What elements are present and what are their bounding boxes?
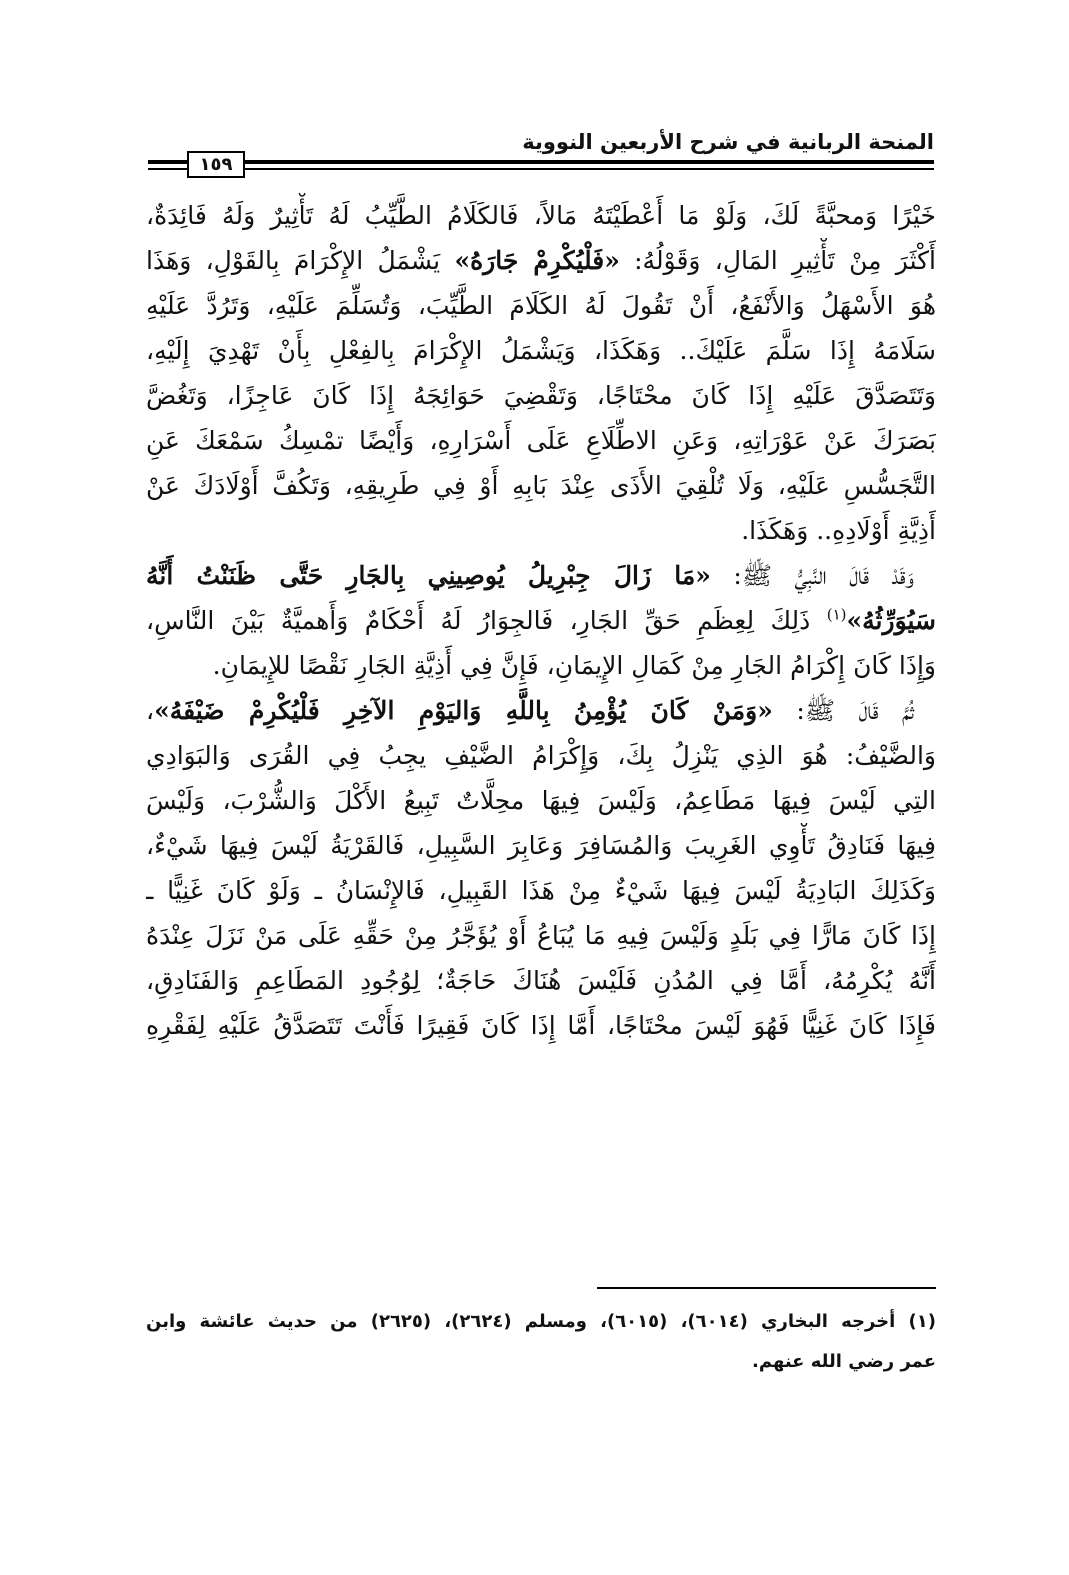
text-line: وَالضَّيْفُ: هُوَ الذِي يَنْزِلُ بِكَ، وَإِكْرَامُ الضَّيْفِ يجِبُ فِي القُرَى وَالبَوَادِي bbox=[146, 741, 936, 770]
text-line: أَنَّهُ يُكْرِمُهُ، أَمَّا فِي المُدُنِ فَلَيْسَ هُنَاكَ حَاجَةٌ؛ لِوُجُودِ المَطَاعِمِ وَالفَنَادِقِ، bbox=[146, 966, 936, 995]
hadith-quote: سَيُوَرِّثُهُ» bbox=[846, 606, 936, 635]
text-line: وَتَتَصَدَّقَ عَلَيْهِ إِذَا كَانَ محْتَاجًا، وَتَقْضِيَ حَوَائِجَهُ إِذَا كَانَ عَاجِزًا، وَتَغُضَّ bbox=[146, 381, 936, 410]
footnote-rule bbox=[597, 1287, 936, 1289]
text-line: بَصَرَكَ عَنْ عَوْرَاتِهِ، وَعَنِ الاطِّلَاعِ عَلَى أَسْرَارِهِ، وَأَيْضًا تمْسِكُ سَمْعَكَ عَنِ bbox=[146, 426, 936, 455]
footnote-marker: (١) bbox=[826, 605, 847, 624]
page-number: ١٥٩ bbox=[187, 151, 245, 178]
text-line: التِي لَيْسَ فِيهَا مَطَاعِمُ، وَلَيْسَ فِيهَا محِلَّاتٌ تَبِيعُ الأَكْلَ وَالشُّرْبَ، وَلَيْسَ bbox=[146, 786, 936, 815]
text-line: سَلَامَهُ إِذَا سَلَّمَ عَلَيْكَ.. وَهَكَذَا، وَيَشْمَلُ الإِكْرَامَ بِالفِعْلِ بِأَنْ تَهْدِيَ إِلَيْهِ، bbox=[146, 336, 936, 365]
header-rule-thick bbox=[148, 160, 934, 164]
text-line: إِذَا كَانَ مَارًّا فِي بَلَدٍ وَلَيْسَ فِيهِ مَا يُبَاعُ أَوْ يُؤَجَّرُ مِنْ حَقِّهِ عَلَى مَنْ نَزَلَ عِنْدَهُ bbox=[146, 921, 936, 950]
text-line: وَإِذَا كَانَ إِكْرَامُ الجَارِ مِنْ كَمَالِ الإِيمَانِ، فَإِنَّ فِي أَذِيَّةِ الجَارِ نَقْصًا للإِيمَانِ. bbox=[212, 651, 936, 680]
text-line: فِيهَا فَنَادِقُ تَأْوِي الغَرِيبَ وَالمُسَافِرَ وَعَابِرَ السَّبِيلِ، فَالقَرْيَةُ لَيْسَ فِيهَا شَيْءٌ، bbox=[146, 831, 936, 860]
hadith-quote: «فَلْيُكْرِمْ جَارَهُ» bbox=[454, 246, 620, 275]
hadith-quote: «مَا زَالَ جِبْرِيلُ يُوصِينِي بِالجَارِ حَتَّى ظَنَنْتُ أَنَّهُ bbox=[146, 561, 711, 590]
running-title: المنحة الربانية في شرح الأربعين النووية bbox=[522, 130, 934, 154]
text-line: وَقَدْ قَالَ النَّبِيُّ ﷺ: «مَا زَالَ جِبْرِيلُ يُوصِينِي بِالجَارِ حَتَّى ظَنَنْتُ أَنَّهُ bbox=[146, 561, 914, 590]
text-line: خَيْرًا وَمحبَّةً لَكَ، وَلَوْ مَا أَعْطَيْتَهُ مَالاً، فَالكَلَامُ الطَّيِّبُ لَهُ تَأْثِيرٌ وَلَهُ فَائِدَةٌ، bbox=[146, 201, 936, 230]
footnote bbox=[146, 1302, 936, 1382]
text-line: وَكَذَلِكَ البَادِيَةُ لَيْسَ فِيهَا شَيْءٌ مِنْ هَذَا القَبِيلِ، فَالإِنْسَانُ ـ وَلَوْ كَانَ غَنِيًّا ـ bbox=[146, 876, 936, 905]
text-line: ثُمَّ قَالَ ﷺ: «وَمَنْ كَانَ يُؤْمِنُ بِاللَّهِ وَاليَوْمِ الآخِرِ فَلْيُكْرِمْ ضَيْفَهُ»، bbox=[146, 696, 914, 725]
body-text bbox=[146, 193, 936, 1048]
text-line: التَّجَسُّسِ عَلَيْهِ، وَلَا تُلْقِيَ الأَذَى عِنْدَ بَابِهِ أَوْ فِي طَرِيقِهِ، وَتَكُفَّ أَوْلَادَكَ عَنْ bbox=[146, 471, 936, 500]
text-line: هُوَ الأَسْهَلُ وَالأَنْفَعُ، أَنْ تَقُولَ لَهُ الكَلَامَ الطَّيِّبَ، وَتُسَلِّمَ عَلَيْهِ، وَتَرُدَّ عَلَيْهِ bbox=[146, 291, 936, 320]
footnote-line: عمر رضي الله عنهم. bbox=[752, 1351, 936, 1372]
text-line: سَيُوَرِّثُهُ»$^{(١)}$ ذَلِكَ لِعِظَمِ حَقِّ الجَارِ، فَالجِوَارُ لَهُ أَحْكَامٌ وَأَهميَّةٌ بَيْنَ النَّاسِ، bbox=[146, 605, 936, 635]
header-rule-thin bbox=[148, 168, 934, 170]
footnote-line: (١) أخرجه البخاري (٦٠١٤)، (٦٠١٥)، ومسلم (٢٦٢٤)، (٢٦٢٥) من حديث عائشة وابن bbox=[146, 1311, 936, 1332]
text-line: فَإِذَا كَانَ غَنِيًّا فَهُوَ لَيْسَ محْتَاجًا، أَمَّا إِذَا كَانَ فَقِيرًا فَأَنْتَ تَتَصَدَّقُ عَلَيْهِ لِفَقْرِهِ bbox=[146, 1011, 936, 1040]
text-line: أَذِيَّةِ أَوْلَادِهِ.. وَهَكَذَا. bbox=[741, 516, 936, 545]
text-line: أَكْثَرَ مِنْ تَأْثِيرِ المَالِ، وَقَوْلُهُ: «فَلْيُكْرِمْ جَارَهُ» يَشْمَلُ الإِكْرَامَ بِالقَوْلِ، وَهَذَا bbox=[146, 246, 936, 275]
hadith-quote: «وَمَنْ كَانَ يُؤْمِنُ بِاللَّهِ وَاليَوْمِ الآخِرِ فَلْيُكْرِمْ ضَيْفَهُ» bbox=[154, 696, 773, 725]
